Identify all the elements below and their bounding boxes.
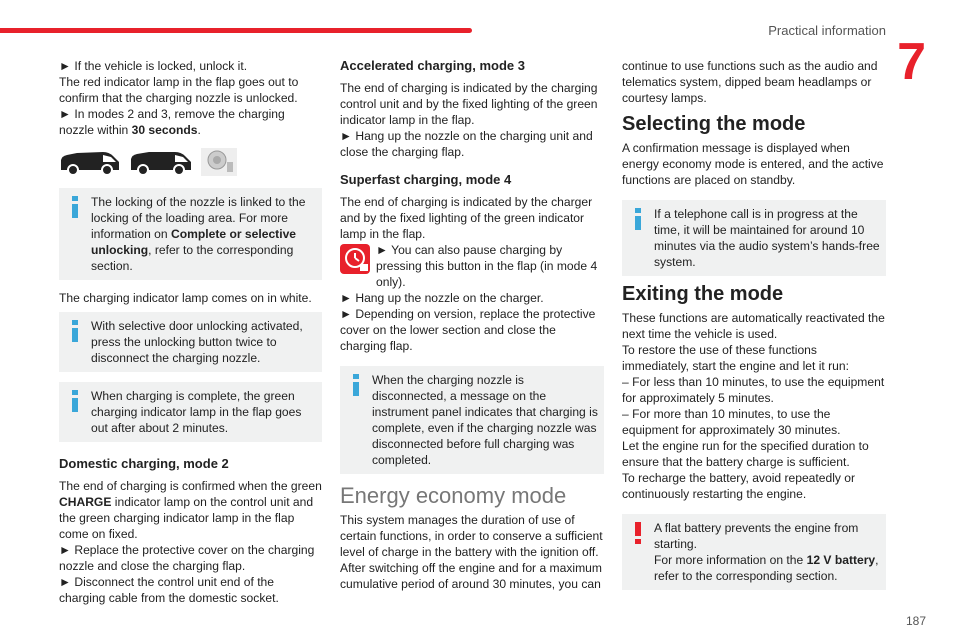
paragraph: To recharge the battery, avoid repeatedly or continuously restarting the engine. [622, 471, 856, 501]
vehicle-icons [59, 148, 322, 176]
header-accent-bar [0, 28, 472, 33]
paragraph: A confirmation message is displayed when energy economy mode is entered, and the active functions are placed on standby. [622, 141, 884, 187]
column-1 [59, 58, 322, 606]
info-note: With selective door unlocking activated, press the unlocking button twice to disconnect the charging nozzle. [59, 312, 322, 372]
section-title: Practical information [768, 23, 886, 38]
paragraph: These functions are automatically reactivated the next time the vehicle is used. [622, 311, 885, 341]
chapter-number: 7 [897, 33, 926, 91]
paragraph: ► Hang up the nozzle on the charger. [340, 291, 544, 305]
paragraph: The red indicator lamp in the flap goes out to confirm that the charging nozzle is unlocked. [59, 75, 299, 105]
paragraph: ► Depending on version, replace the protective cover on the lower section and close the charging flap. [340, 307, 596, 353]
heading-domestic-charging: Domestic charging, mode 2 [59, 456, 229, 471]
paragraph: – For less than 10 minutes, to use the equipment for approximately 5 minutes. [622, 375, 885, 405]
column-2 [340, 58, 604, 592]
column-3 [622, 58, 886, 600]
paragraph: ► Disconnect the control unit end of the charging cable from the domestic socket. [59, 575, 279, 605]
paragraph: The end of charging is indicated by the charging control unit and by the fixed lighting of the green indicator lamp in the flap. [340, 81, 598, 127]
info-icon [67, 390, 83, 412]
paragraph: This system manages the duration of use of certain functions, in order to conserve a sufficient level of charge in the battery with the ignition off. After switching off the engine and for a maximum cumulative period of around 30 minutes, you can [340, 513, 603, 591]
pause-charging-button-icon [340, 244, 370, 274]
paragraph: The charging indicator lamp comes on in white. [59, 291, 312, 305]
heading-accelerated-charging: Accelerated charging, mode 3 [340, 58, 525, 73]
info-note: If a telephone call is in progress at the time, it will be maintained for around 10 minutes via the audio system’s hands-free system. [622, 200, 886, 276]
info-icon [67, 196, 83, 218]
warning-exclamation-icon [630, 522, 646, 544]
info-note: When the charging nozzle is disconnected, a message on the instrument panel indicates that charging is complete, even if the charging nozzle was disconnected before full charging was completed. [340, 366, 604, 474]
van-short-icon [59, 150, 121, 176]
heading-selecting-mode: Selecting the mode [622, 113, 806, 135]
paragraph: To restore the use of these functions immediately, start the engine and let it run: [622, 343, 849, 373]
info-icon [348, 374, 364, 396]
info-icon [630, 208, 646, 230]
info-note: When charging is complete, the green charging indicator lamp in the flap goes out after about 2 minutes. [59, 382, 322, 442]
heading-exiting-mode: Exiting the mode [622, 283, 784, 305]
paragraph: ► In modes 2 and 3, remove the charging nozzle within 30 seconds. [59, 107, 285, 137]
paragraph: Let the engine run for the specified duration to ensure that the battery charge is sufficient. [622, 439, 869, 469]
info-icon [67, 320, 83, 342]
paragraph: ► Replace the protective cover on the charging nozzle and close the charging flap. [59, 543, 315, 573]
info-note: The locking of the nozzle is linked to the locking of the loading area. For more information on Complete or selective unlocking, refer to the corresponding section. [59, 188, 322, 280]
paragraph: The end of charging is confirmed when the green CHARGE indicator lamp on the control unit and the green charging indicator lamp in the flap come on fixed. [59, 479, 322, 541]
paragraph: The end of charging is indicated by the charger and by the fixed lighting of the green indicator lamp in the flap. [340, 195, 593, 241]
van-long-icon [129, 150, 193, 176]
warning-note: A flat battery prevents the engine from starting. For more information on the 12 V battery, refer to the corresponding section. [622, 514, 886, 590]
heading-superfast-charging: Superfast charging, mode 4 [340, 172, 512, 187]
paragraph: ► Hang up the nozzle on the charging unit and close the charging flap. [340, 129, 593, 159]
paragraph: continue to use functions such as the audio and telematics system, dipped beam headlamps or courtesy lamps. [622, 59, 878, 105]
charging-flap-icon [201, 148, 237, 176]
page-number: 187 [905, 614, 926, 628]
pause-button-paragraph: ► You can also pause charging by pressing this button in the flap (in mode 4 only). [340, 242, 604, 290]
paragraph: ► If the vehicle is locked, unlock it. [59, 59, 248, 73]
paragraph: – For more than 10 minutes, to use the equipment for approximately 30 minutes. [622, 407, 841, 437]
heading-energy-economy-mode: Energy economy mode [340, 483, 567, 508]
